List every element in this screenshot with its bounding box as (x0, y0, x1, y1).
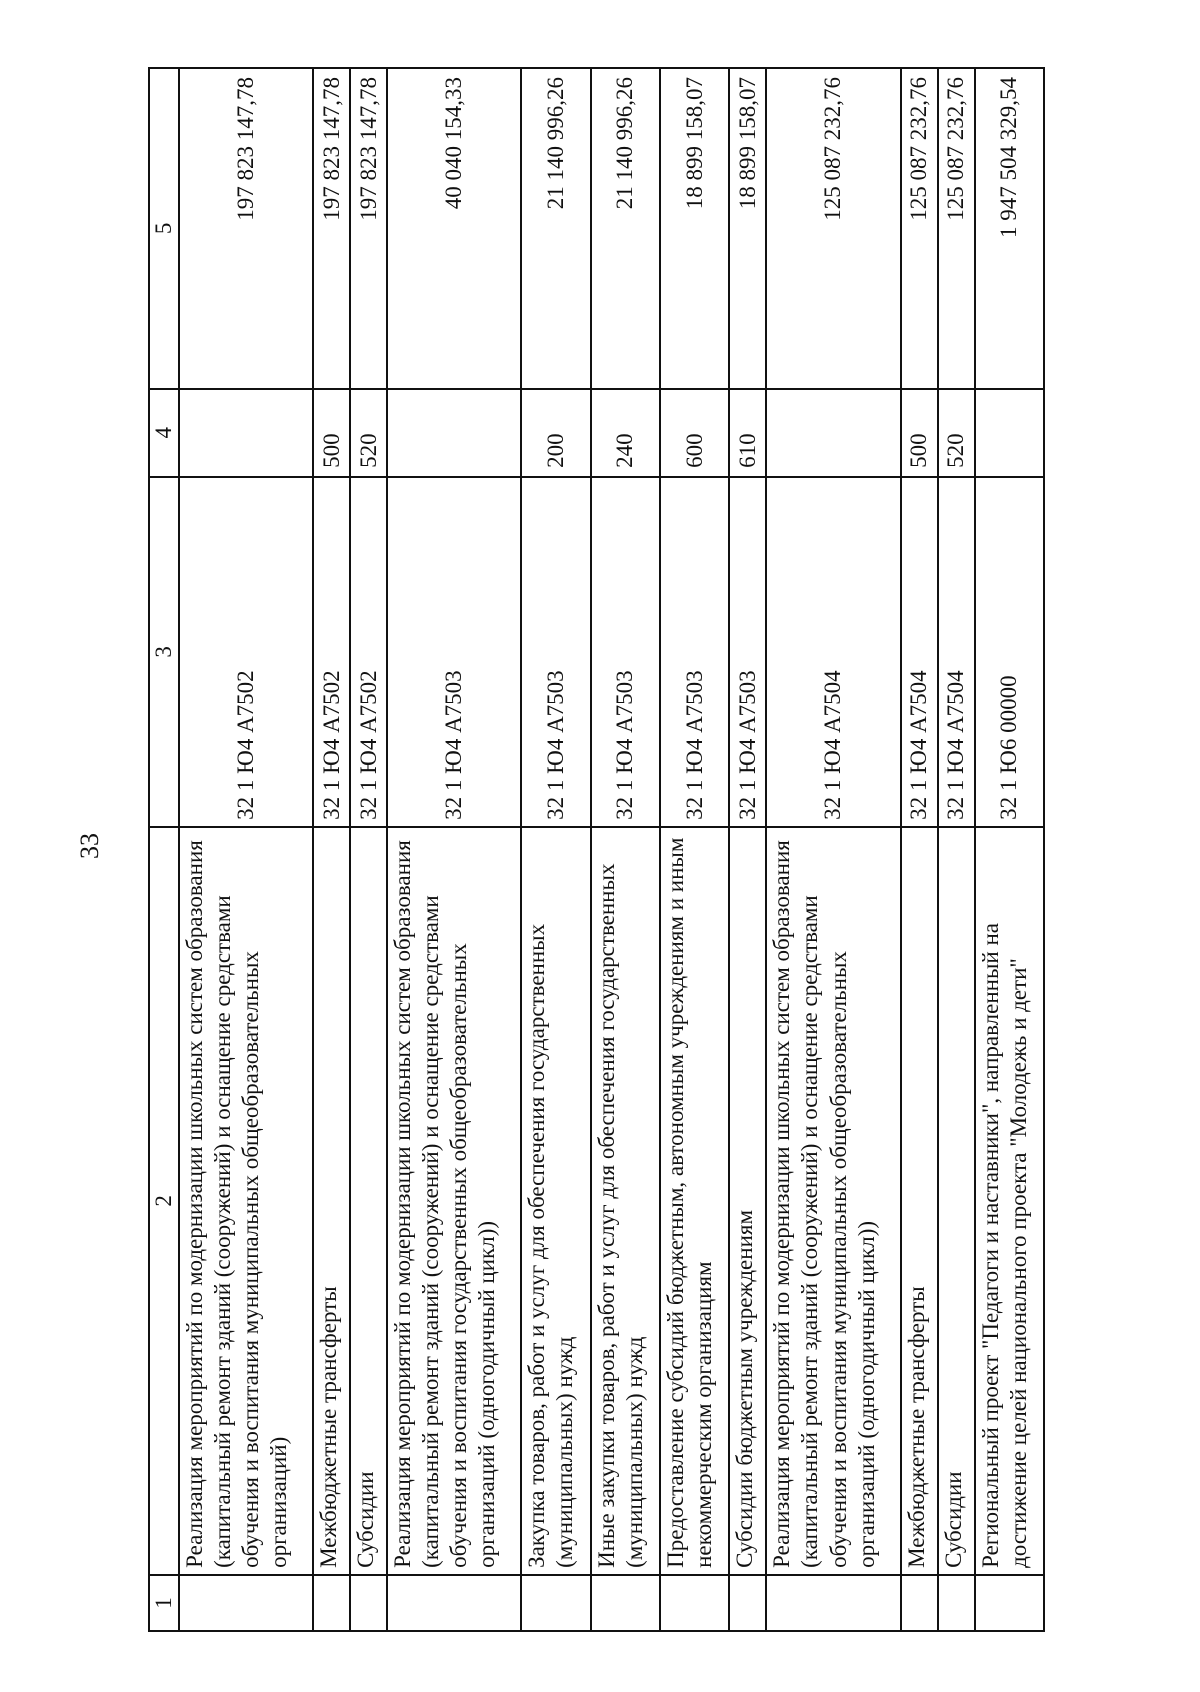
expense-name-cell: Предоставление субсидий бюджетным, автономным учреждениям и иным некоммерческим организациям (660, 827, 729, 1575)
table-row (975, 68, 1044, 1631)
expense-name-cell: Субсидии (938, 827, 975, 1575)
table-row (179, 68, 313, 1631)
table-row (660, 68, 729, 1631)
table-row (938, 68, 975, 1631)
target-article-code-cell: 32 1 Ю4 А7504 (901, 477, 938, 827)
table-row (350, 68, 387, 1631)
expense-type-cell: 520 (350, 389, 387, 477)
expense-type-cell (975, 389, 1044, 477)
amount-cell: 197 823 147,78 (350, 68, 387, 389)
table-row (766, 68, 900, 1631)
expense-type-cell: 520 (938, 389, 975, 477)
expense-type-cell (766, 389, 900, 477)
row-index-cell (387, 1575, 521, 1631)
expense-name-cell: Реализация мероприятий по модернизации школьных систем образования (капитальный ремонт зданий (сооружений) и оснащение средствами обучения и воспитания муниципальных общеобразовательных организаций (одногодичный цикл)) (766, 827, 900, 1575)
target-article-code-cell: 32 1 Ю4 А7502 (179, 477, 313, 827)
target-article-code-cell: 32 1 Ю4 А7504 (766, 477, 900, 827)
header-col-3: 3 (149, 477, 179, 827)
amount-cell: 18 899 158,07 (729, 68, 766, 389)
expense-name-cell: Межбюджетные трансферты (313, 827, 350, 1575)
target-article-code-cell: 32 1 Ю4 А7503 (387, 477, 521, 827)
expense-type-cell: 500 (313, 389, 350, 477)
row-index-cell (350, 1575, 387, 1631)
row-index-cell (591, 1575, 660, 1631)
amount-cell: 1 947 504 329,54 (975, 68, 1044, 389)
expense-type-cell (179, 389, 313, 477)
expense-name-cell: Закупка товаров, работ и услуг для обеспечения государственных (муниципальных) нужд (521, 827, 590, 1575)
target-article-code-cell: 32 1 Ю4 А7503 (660, 477, 729, 827)
amount-cell: 197 823 147,78 (179, 68, 313, 389)
table-row (387, 68, 521, 1631)
amount-cell: 21 140 996,26 (521, 68, 590, 389)
header-col-5: 5 (149, 68, 179, 389)
target-article-code-cell: 32 1 Ю6 00000 (975, 477, 1044, 827)
budget-table (148, 67, 1045, 1632)
target-article-code-cell: 32 1 Ю4 А7503 (591, 477, 660, 827)
target-article-code-cell: 32 1 Ю4 А7504 (938, 477, 975, 827)
row-index-cell (313, 1575, 350, 1631)
table-header-row (149, 68, 179, 1631)
amount-cell: 197 823 147,78 (313, 68, 350, 389)
amount-cell: 125 087 232,76 (766, 68, 900, 389)
expense-type-cell: 200 (521, 389, 590, 477)
table-row (901, 68, 938, 1631)
expense-name-cell: Субсидии бюджетным учреждениям (729, 827, 766, 1575)
row-index-cell (901, 1575, 938, 1631)
amount-cell: 125 087 232,76 (938, 68, 975, 389)
row-index-cell (975, 1575, 1044, 1631)
header-col-1: 1 (149, 1575, 179, 1631)
row-index-cell (521, 1575, 590, 1631)
expense-type-cell: 610 (729, 389, 766, 477)
row-index-cell (179, 1575, 313, 1631)
target-article-code-cell: 32 1 Ю4 А7502 (313, 477, 350, 827)
row-index-cell (729, 1575, 766, 1631)
expense-name-cell: Иные закупки товаров, работ и услуг для обеспечения государственных (муниципальных) нужд (591, 827, 660, 1575)
target-article-code-cell: 32 1 Ю4 А7503 (729, 477, 766, 827)
page-number: 33 (75, 833, 104, 859)
table-row (313, 68, 350, 1631)
amount-cell: 21 140 996,26 (591, 68, 660, 389)
row-index-cell (938, 1575, 975, 1631)
table-row (521, 68, 590, 1631)
expense-name-cell: Реализация мероприятий по модернизации школьных систем образования (капитальный ремонт зданий (сооружений) и оснащение средствами обучения и воспитания муниципальных общеобразовательных организаций) (179, 827, 313, 1575)
row-index-cell (660, 1575, 729, 1631)
table-row (591, 68, 660, 1631)
header-col-2: 2 (149, 827, 179, 1575)
row-index-cell (766, 1575, 900, 1631)
expense-name-cell: Реализация мероприятий по модернизации школьных систем образования (капитальный ремонт зданий (сооружений) и оснащение средствами обучения и воспитания государственных общеобразовательных организаций (одногодичный цикл)) (387, 827, 521, 1575)
amount-cell: 40 040 154,33 (387, 68, 521, 389)
expense-name-cell: Региональный проект "Педагоги и наставники", направленный на достижение целей национального проекта "Молодежь и дети" (975, 827, 1044, 1575)
expense-type-cell: 500 (901, 389, 938, 477)
expense-name-cell: Межбюджетные трансферты (901, 827, 938, 1575)
budget-table-container (148, 67, 1045, 1632)
header-col-4: 4 (149, 389, 179, 477)
expense-name-cell: Субсидии (350, 827, 387, 1575)
amount-cell: 125 087 232,76 (901, 68, 938, 389)
amount-cell: 18 899 158,07 (660, 68, 729, 389)
target-article-code-cell: 32 1 Ю4 А7502 (350, 477, 387, 827)
table-row (729, 68, 766, 1631)
expense-type-cell (387, 389, 521, 477)
target-article-code-cell: 32 1 Ю4 А7503 (521, 477, 590, 827)
expense-type-cell: 240 (591, 389, 660, 477)
expense-type-cell: 600 (660, 389, 729, 477)
